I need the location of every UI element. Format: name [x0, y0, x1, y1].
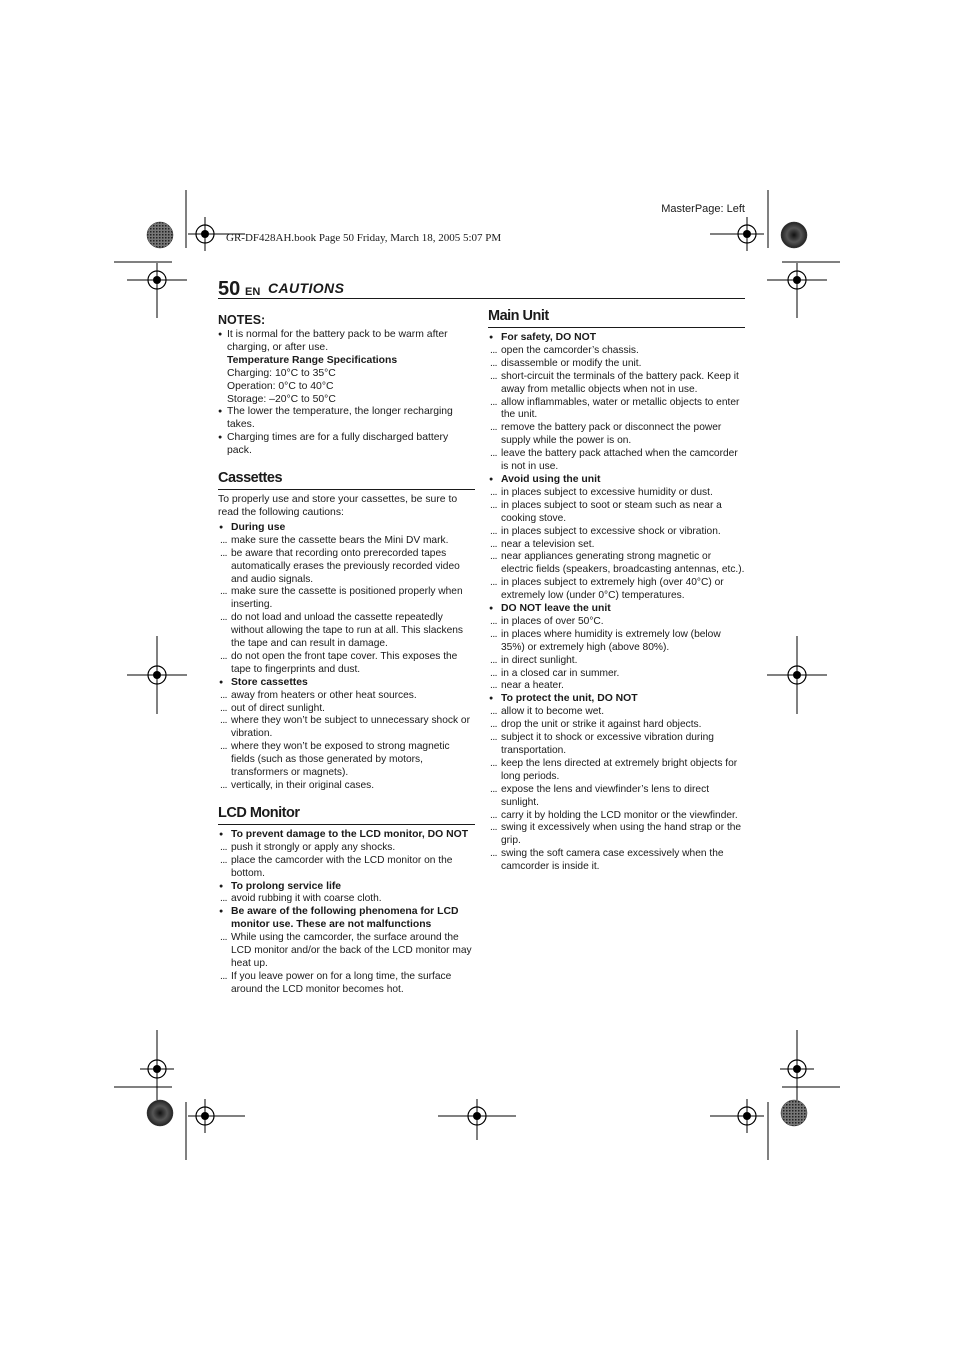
- leader-dots: ...: [490, 757, 497, 769]
- caution-text: vertically, in their original cases.: [231, 780, 375, 791]
- leader-dots: ...: [490, 486, 497, 498]
- caution-text: allow inflammables, water or metallic objects to enter the unit.: [501, 396, 740, 421]
- leader-dots: ...: [490, 525, 497, 537]
- caution-text: in direct sunlight.: [501, 654, 578, 666]
- caution-text: remove the battery pack or disconnect the power supply while the power is on.: [501, 422, 722, 447]
- temp-line: Operation: 0°C to 40°C: [227, 380, 334, 392]
- leader-dots: ...: [490, 732, 497, 744]
- caution-text: short-circuit the terminals of the battery pack. Keep it away from metallic objects when not in use.: [501, 370, 739, 395]
- leader-dots: ...: [490, 719, 497, 731]
- caution-text: open the camcorder’s chassis.: [501, 344, 639, 356]
- caution-item: [488, 551, 745, 577]
- leader-dots: ...: [220, 741, 227, 753]
- caution-text: in places subject to extremely high (over 40°C) or extremely low (under 0°C) temperatures.: [501, 577, 724, 602]
- notes-heading: NOTES:: [218, 313, 266, 327]
- leader-dots: ...: [490, 551, 497, 563]
- caution-text: disassemble or modify the unit.: [501, 357, 642, 369]
- section-heading-cassettes: Cassettes: [218, 469, 475, 490]
- caution-item: [488, 732, 745, 758]
- caution-text: where they won’t be exposed to strong magnetic fields (such as those generated by motors, transformers or magnets).: [231, 741, 450, 779]
- caution-item: [488, 345, 745, 358]
- caution-item: [488, 784, 745, 810]
- caution-item: [488, 655, 745, 668]
- leader-dots: ...: [490, 706, 497, 718]
- left-column: [218, 313, 475, 997]
- caution-item: [488, 526, 745, 539]
- subheading-during-use: ● During use: [218, 522, 475, 535]
- leader-dots: ...: [220, 715, 227, 727]
- caution-text: in places subject to soot or steam such as near a cooking stove.: [501, 499, 722, 524]
- subheading-protect-unit: ● To protect the unit, DO NOT: [488, 693, 745, 706]
- caution-text: make sure the cassette bears the Mini DV mark.: [231, 534, 449, 546]
- subheading-do-not-leave: ● DO NOT leave the unit: [488, 603, 745, 616]
- caution-item: [488, 810, 745, 823]
- subheading-be-aware: ● Be aware of the following phenomena for LCD monitor use. These are not malfunctions: [218, 906, 475, 932]
- subheading-prevent-damage: ● To prevent damage to the LCD monitor, DO NOT: [218, 829, 475, 842]
- caution-item: [218, 535, 475, 548]
- leader-dots: ...: [490, 615, 497, 627]
- section-heading-main-unit: Main Unit: [488, 307, 745, 328]
- caution-text: do not open the front tape cover. This exposes the tape to fingerprints and dust.: [231, 650, 458, 675]
- temp-line: Storage: –20°C to 50°C: [227, 393, 336, 405]
- caution-text: avoid rubbing it with coarse cloth.: [231, 893, 382, 905]
- language-code: EN: [245, 286, 261, 298]
- leader-dots: ...: [490, 499, 497, 511]
- cassettes-intro: To properly use and store your cassettes, be sure to read the following cautions:: [218, 494, 458, 518]
- caution-item: [488, 371, 745, 397]
- caution-text: in places subject to excessive humidity or dust.: [501, 486, 713, 498]
- caution-item: [218, 612, 475, 651]
- right-column: [488, 307, 745, 874]
- leader-dots: ...: [490, 809, 497, 821]
- leader-dots: ...: [490, 538, 497, 550]
- page-number: 50: [218, 278, 241, 300]
- leader-dots: ...: [490, 680, 497, 692]
- caution-item: [218, 932, 475, 971]
- leader-dots: ...: [490, 396, 497, 408]
- caution-text: do not load and unload the cassette repeatedly without allowing the tape to run at all. This slackens the tape and can result in damage.: [231, 612, 463, 650]
- caution-item: [218, 651, 475, 677]
- leader-dots: ...: [490, 448, 497, 460]
- leader-dots: ...: [490, 370, 497, 382]
- leader-dots: ...: [220, 547, 227, 559]
- subheading-avoid-using: ● Avoid using the unit: [488, 474, 745, 487]
- caution-item: [488, 397, 745, 423]
- leader-dots: ...: [220, 970, 227, 982]
- caution-item: [488, 822, 745, 848]
- masterpage-label: MasterPage: Left: [661, 203, 745, 215]
- caution-text: drop the unit or strike it against hard objects.: [501, 719, 702, 731]
- caution-item: [218, 971, 475, 997]
- caution-item: [488, 680, 745, 693]
- caution-item: [488, 539, 745, 552]
- leader-dots: ...: [220, 586, 227, 598]
- leader-dots: ...: [490, 848, 497, 860]
- caution-text: where they won’t be subject to unnecessary shock or vibration.: [231, 715, 470, 740]
- leader-dots: ...: [490, 822, 497, 834]
- caution-item: [218, 893, 475, 906]
- leader-dots: ...: [220, 841, 227, 853]
- caution-text: near a television set.: [501, 538, 595, 550]
- caution-text: If you leave power on for a long time, the surface around the LCD monitor becomes hot.: [231, 970, 452, 995]
- leader-dots: ...: [490, 422, 497, 434]
- caution-text: in places of over 50°C.: [501, 615, 604, 627]
- leader-dots: ...: [220, 893, 227, 905]
- caution-text: place the camcorder with the LCD monitor on the bottom.: [231, 854, 453, 879]
- caution-text: keep the lens directed at extremely bright objects for long periods.: [501, 757, 738, 782]
- caution-text: make sure the cassette is positioned properly when inserting.: [231, 586, 463, 611]
- leader-dots: ...: [490, 783, 497, 795]
- leader-dots: ...: [490, 577, 497, 589]
- leader-dots: ...: [220, 612, 227, 624]
- note-item: ● Charging times are for a fully discharged battery pack.: [218, 432, 475, 458]
- leader-dots: ...: [220, 702, 227, 714]
- caution-item: [218, 715, 475, 741]
- leader-dots: ...: [490, 357, 497, 369]
- caution-text: near a heater.: [501, 680, 564, 692]
- caution-text: near appliances generating strong magnetic or electric fields (speakers, broadcasting antennas, etc.).: [501, 551, 745, 576]
- note-item: ● It is normal for the battery pack to be warm after charging, or after use.: [218, 329, 475, 355]
- note-item: ● The lower the temperature, the longer recharging takes.: [218, 406, 475, 432]
- leader-dots: ...: [490, 654, 497, 666]
- temp-range-heading: Temperature Range Specifications: [227, 354, 398, 366]
- caution-item: [488, 422, 745, 448]
- subheading-store-cassettes: ● Store cassettes: [218, 677, 475, 690]
- caution-text: expose the lens and viewfinder’s lens to direct sunlight.: [501, 783, 710, 808]
- caution-item: [218, 780, 475, 793]
- caution-item: [488, 358, 745, 371]
- leader-dots: ...: [490, 344, 497, 356]
- leader-dots: ...: [220, 650, 227, 662]
- leader-dots: ...: [490, 667, 497, 679]
- caution-text: carry it by holding the LCD monitor or the viewfinder.: [501, 809, 738, 821]
- leader-dots: ...: [220, 689, 227, 701]
- caution-item: [218, 741, 475, 780]
- caution-item: [488, 616, 745, 629]
- leader-dots: ...: [220, 780, 227, 791]
- caution-text: be aware that recording onto prerecorded tapes automatically erases the previously recorded video and audio signals.: [231, 547, 460, 585]
- caution-item: [218, 586, 475, 612]
- book-line: GR-DF428AH.book Page 50 Friday, March 18, 2005 5:07 PM: [226, 232, 502, 244]
- caution-item: [488, 629, 745, 655]
- caution-item: [488, 500, 745, 526]
- caution-item: [218, 690, 475, 703]
- caution-item: [488, 448, 745, 474]
- caution-item: [488, 848, 745, 874]
- subheading-prolong-life: ● To prolong service life: [218, 881, 475, 894]
- caution-text: in a closed car in summer.: [501, 667, 620, 679]
- caution-item: [488, 487, 745, 500]
- caution-text: away from heaters or other heat sources.: [231, 689, 417, 701]
- caution-text: subject it to shock or excessive vibration during transportation.: [501, 732, 714, 756]
- caution-item: [218, 842, 475, 855]
- caution-item: [488, 706, 745, 719]
- caution-item: [488, 719, 745, 732]
- caution-text: in places subject to excessive shock or vibration.: [501, 525, 721, 537]
- caution-item: [218, 855, 475, 881]
- leader-dots: ...: [490, 628, 497, 640]
- page-title: CAUTIONS: [268, 280, 345, 296]
- caution-item: [488, 577, 745, 603]
- caution-text: swing it excessively when using the hand strap or the grip.: [501, 822, 742, 847]
- caution-text: push it strongly or apply any shocks.: [231, 841, 396, 853]
- caution-text: in places where humidity is extremely low (below 35%) or extremely high (above 80%).: [501, 628, 721, 653]
- leader-dots: ...: [220, 932, 227, 944]
- caution-text: allow it to become wet.: [501, 706, 605, 718]
- caution-item: [488, 758, 745, 784]
- caution-text: swing the soft camera case excessively when the camcorder is inside it.: [501, 848, 724, 873]
- leader-dots: ...: [220, 534, 227, 546]
- section-heading-lcd-monitor: LCD Monitor: [218, 804, 475, 825]
- caution-item: [218, 548, 475, 587]
- temp-line: Charging: 10°C to 35°C: [227, 367, 336, 379]
- caution-text: out of direct sunlight.: [231, 702, 326, 714]
- caution-item: [218, 703, 475, 716]
- caution-item: [488, 668, 745, 681]
- subheading-for-safety: ● For safety, DO NOT: [488, 332, 745, 345]
- page-header: [218, 278, 745, 299]
- caution-text: leave the battery pack attached when the camcorder is not in use.: [501, 448, 738, 473]
- leader-dots: ...: [220, 854, 227, 866]
- caution-text: While using the camcorder, the surface around the LCD monitor and/or the back of the LCD monitor may heat up.: [231, 932, 472, 969]
